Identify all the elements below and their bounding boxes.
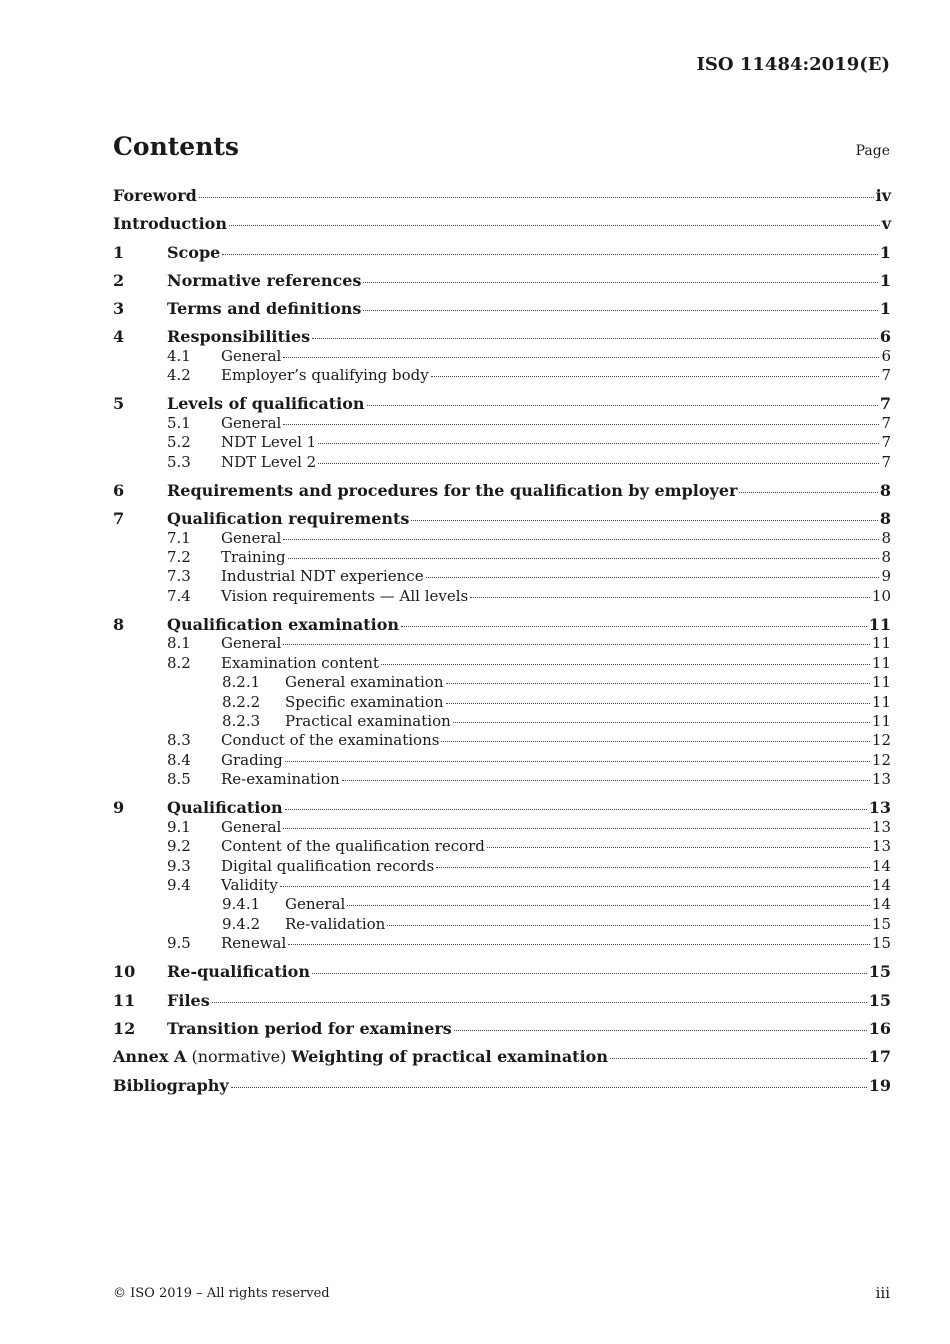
toc-entry-page: 8 xyxy=(881,547,891,566)
toc-entry[interactable] xyxy=(113,818,891,837)
toc-entry-page: 13 xyxy=(871,837,891,856)
toc-entry[interactable] xyxy=(113,366,891,385)
toc-entry-number: 8.2.2 xyxy=(222,692,261,711)
toc-entry-title: Qualification requirements xyxy=(167,509,410,529)
toc-entry-number: 2 xyxy=(113,270,125,290)
toc-entry-page: 17 xyxy=(868,1047,891,1067)
toc-entry-page: 6 xyxy=(881,346,891,365)
dot-leader xyxy=(312,337,878,339)
toc-entry-number: 7.2 xyxy=(167,547,191,566)
toc-entry[interactable] xyxy=(113,751,891,770)
toc-entry[interactable] xyxy=(113,876,891,895)
toc-entry-title: General xyxy=(285,895,346,914)
dot-leader xyxy=(446,702,870,704)
toc-entry[interactable] xyxy=(113,567,891,586)
toc-entry-page: 8 xyxy=(881,528,891,547)
toc-entry-title: Industrial NDT experience xyxy=(221,567,424,586)
document-id: ISO 11484:2019(E) xyxy=(696,54,890,75)
toc-entry-page: 14 xyxy=(871,895,891,914)
toc-entry-page: 7 xyxy=(881,366,891,385)
toc-entry-page: 11 xyxy=(871,712,891,730)
dot-leader xyxy=(229,224,880,226)
toc-entry-title: Bibliography xyxy=(113,1075,229,1095)
toc-entry-page: 12 xyxy=(871,750,891,769)
toc-entry-page: iv xyxy=(875,186,891,205)
toc-entry-number: 8.5 xyxy=(167,770,191,789)
dot-leader xyxy=(453,721,870,723)
toc-entry-title: General xyxy=(221,413,282,432)
toc-entry-title: General xyxy=(221,528,282,547)
toc-entry-page: 8 xyxy=(879,480,891,500)
toc-entry-title: Conduct of the examinations xyxy=(221,731,440,750)
toc-entry-title: Practical examination xyxy=(285,712,451,730)
dot-leader xyxy=(487,846,870,848)
toc-entry-title: Re-qualification xyxy=(167,962,310,982)
toc-entry-title: Vision requirements — All levels xyxy=(221,586,469,605)
toc-entry-number: 4.1 xyxy=(167,346,191,365)
toc-entry-title: Re-validation xyxy=(285,914,386,933)
toc-entry-title xyxy=(113,1047,608,1066)
toc-entry-title: General examination xyxy=(285,673,444,692)
toc-entry[interactable] xyxy=(113,327,891,346)
toc-entry-number: 8 xyxy=(113,615,125,635)
toc-entry-title: Levels of qualification xyxy=(167,394,365,414)
toc-entry[interactable] xyxy=(113,394,891,413)
dot-leader xyxy=(312,972,867,974)
toc-entry[interactable] xyxy=(113,509,891,528)
page-column-label: Page xyxy=(855,143,890,159)
toc-entry-page: 14 xyxy=(871,856,891,875)
toc-entry[interactable] xyxy=(113,798,891,817)
toc-entry-page: 11 xyxy=(871,653,891,672)
toc-entry[interactable] xyxy=(113,1019,891,1038)
toc-entry-title: General xyxy=(221,817,282,836)
toc-entry[interactable] xyxy=(113,895,891,914)
toc-entry-title: Re-examination xyxy=(221,770,340,789)
toc-entry-title: Files xyxy=(167,990,210,1010)
dot-leader xyxy=(426,576,880,578)
toc-entry-number: 5.2 xyxy=(167,433,191,452)
toc-entry-number: 7 xyxy=(113,509,125,529)
toc-entry[interactable] xyxy=(113,271,891,290)
toc-entry-number: 8.3 xyxy=(167,731,191,750)
toc-entry-page: 1 xyxy=(879,299,891,319)
toc-entry-number: 12 xyxy=(113,1019,136,1039)
toc-entry-number: 8.2.1 xyxy=(222,673,261,692)
toc-entry-title-part: Annex A xyxy=(113,1047,187,1067)
toc-entry[interactable] xyxy=(113,1047,891,1066)
toc-entry-number: 7.4 xyxy=(167,586,191,605)
toc-entry-page: 11 xyxy=(871,634,891,653)
dot-leader xyxy=(446,682,870,684)
toc-entry-page: 7 xyxy=(881,413,891,432)
toc-entry-page: 9 xyxy=(881,567,891,586)
toc-entry-page: 11 xyxy=(871,692,891,711)
toc-entry-page: 6 xyxy=(879,327,891,347)
toc-entry-number: 3 xyxy=(113,299,125,319)
dot-leader xyxy=(387,924,870,926)
toc-entry[interactable] xyxy=(113,214,891,233)
toc-entry[interactable] xyxy=(113,299,891,318)
toc-entry-page: 14 xyxy=(871,876,891,895)
dot-leader xyxy=(411,519,877,521)
toc-entry-page: 13 xyxy=(868,798,891,818)
toc-entry-title-part: (normative) xyxy=(186,1047,292,1067)
toc-entry-number: 5 xyxy=(113,394,125,414)
toc-entry-number: 8.2.3 xyxy=(222,712,261,730)
toc-entry-number: 5.3 xyxy=(167,452,191,471)
dot-leader xyxy=(318,462,879,464)
dot-leader xyxy=(436,866,870,868)
toc-entry-page: 15 xyxy=(868,962,891,982)
toc-entry[interactable] xyxy=(113,243,891,262)
toc-entry-title: Qualification examination xyxy=(167,615,400,635)
dot-leader xyxy=(342,779,870,781)
toc-entry-title: NDT Level 2 xyxy=(221,452,317,471)
toc-entry[interactable] xyxy=(113,481,891,500)
toc-entry-title: General xyxy=(221,634,282,653)
dot-leader xyxy=(288,943,870,945)
toc-entry-number: 4.2 xyxy=(167,366,191,385)
toc-entry-number: 7.1 xyxy=(167,528,191,547)
toc-entry-number: 5.1 xyxy=(167,413,191,432)
toc-entry[interactable] xyxy=(113,414,891,433)
dot-leader xyxy=(363,281,877,283)
toc-entry-page: 16 xyxy=(868,1019,891,1039)
dot-leader xyxy=(739,491,877,493)
table-of-contents xyxy=(113,186,891,1095)
toc-entry[interactable] xyxy=(113,347,891,366)
toc-entry-title: Validity xyxy=(221,876,278,895)
contents-heading: Contents xyxy=(113,132,240,161)
toc-entry[interactable] xyxy=(113,731,891,750)
toc-entry[interactable] xyxy=(113,453,891,472)
dot-leader xyxy=(283,423,879,425)
toc-entry-title: Requirements and procedures for the qualification by employer xyxy=(167,480,738,500)
toc-entry[interactable] xyxy=(113,857,891,876)
toc-entry-number: 9 xyxy=(113,798,125,818)
toc-entry-number: 1 xyxy=(113,242,125,262)
toc-entry-page: v xyxy=(881,214,891,234)
toc-entry-page: 7 xyxy=(879,394,891,414)
toc-entry[interactable] xyxy=(113,1076,891,1095)
toc-entry-number: 9.1 xyxy=(167,817,191,836)
toc-entry[interactable] xyxy=(113,962,891,981)
dot-leader xyxy=(431,375,880,377)
toc-entry[interactable] xyxy=(113,433,891,452)
toc-entry[interactable] xyxy=(113,634,891,653)
toc-entry-page: 11 xyxy=(871,673,891,692)
toc-entry-page: 11 xyxy=(868,615,891,635)
toc-entry-page: 19 xyxy=(868,1075,891,1095)
dot-leader xyxy=(280,885,870,887)
dot-leader xyxy=(288,557,880,559)
dot-leader xyxy=(222,253,878,255)
toc-entry[interactable] xyxy=(113,837,891,856)
toc-entry-number: 9.4.1 xyxy=(222,895,261,914)
toc-entry-title: Terms and definitions xyxy=(167,299,362,319)
toc-entry-title: Grading xyxy=(221,750,283,769)
dot-leader xyxy=(441,740,869,742)
toc-entry[interactable] xyxy=(113,770,891,789)
toc-entry-page: 7 xyxy=(881,452,891,471)
toc-entry[interactable] xyxy=(113,693,891,712)
dot-leader xyxy=(454,1029,867,1031)
toc-entry-number: 9.4 xyxy=(167,876,191,895)
toc-entry-title: Specific examination xyxy=(285,692,444,711)
toc-entry-title: Examination content xyxy=(221,653,379,672)
toc-entry-number: 9.2 xyxy=(167,837,191,856)
toc-entry-number: 9.3 xyxy=(167,856,191,875)
toc-entry[interactable] xyxy=(113,615,891,634)
dot-leader xyxy=(283,827,870,829)
toc-entry-title: Introduction xyxy=(113,214,227,234)
toc-entry-page: 12 xyxy=(871,731,891,750)
toc-entry-title: Employer’s qualifying body xyxy=(221,366,429,385)
toc-entry[interactable] xyxy=(113,712,891,731)
toc-entry[interactable] xyxy=(113,186,891,205)
toc-entry[interactable] xyxy=(113,654,891,673)
toc-entry-number: 9.5 xyxy=(167,934,191,953)
dot-leader xyxy=(283,538,879,540)
dot-leader xyxy=(231,1086,867,1088)
toc-entry[interactable] xyxy=(113,991,891,1010)
toc-entry-title: Content of the qualification record xyxy=(221,837,485,856)
dot-leader xyxy=(470,596,870,598)
dot-leader xyxy=(381,663,870,665)
dot-leader xyxy=(285,808,867,810)
toc-entry-page: 8 xyxy=(879,509,891,529)
toc-entry[interactable] xyxy=(113,548,891,567)
dot-leader xyxy=(347,904,870,906)
toc-entry-number: 4 xyxy=(113,327,125,347)
copyright-footer: © ISO 2019 – All rights reserved xyxy=(113,1286,330,1301)
toc-entry-title: General xyxy=(221,346,282,365)
toc-entry-title: Foreword xyxy=(113,186,197,205)
toc-entry-page: 1 xyxy=(879,270,891,290)
toc-entry-title: Scope xyxy=(167,242,221,262)
toc-entry-number: 8.2 xyxy=(167,653,191,672)
toc-entry-title: Renewal xyxy=(221,934,287,953)
toc-entry-number: 6 xyxy=(113,480,125,500)
page-number: iii xyxy=(875,1284,890,1302)
toc-entry-page: 7 xyxy=(881,433,891,452)
toc-entry-title-part: Weighting of practical examination xyxy=(291,1047,608,1067)
toc-entry-page: 10 xyxy=(871,586,891,605)
dot-leader xyxy=(285,760,870,762)
dot-leader xyxy=(212,1001,867,1003)
toc-entry[interactable] xyxy=(113,934,891,953)
toc-entry-page: 13 xyxy=(871,770,891,789)
toc-entry-page: 1 xyxy=(879,242,891,262)
toc-entry-number: 10 xyxy=(113,962,136,982)
toc-entry-title: Qualification xyxy=(167,798,283,818)
dot-leader xyxy=(367,404,878,406)
dot-leader xyxy=(363,309,877,311)
dot-leader xyxy=(283,356,879,358)
toc-entry[interactable] xyxy=(113,915,891,934)
toc-entry-title: NDT Level 1 xyxy=(221,433,317,452)
toc-entry-title: Responsibilities xyxy=(167,327,311,347)
toc-entry[interactable] xyxy=(113,673,891,692)
toc-entry-number: 11 xyxy=(113,990,136,1010)
toc-entry-page: 15 xyxy=(871,934,891,953)
toc-entry-title: Normative references xyxy=(167,270,362,290)
dot-leader xyxy=(401,625,867,627)
toc-entry-page: 15 xyxy=(871,914,891,933)
toc-entry[interactable] xyxy=(113,587,891,606)
toc-entry-title: Transition period for examiners xyxy=(167,1019,452,1039)
toc-entry-page: 13 xyxy=(871,817,891,836)
toc-entry-title: Training xyxy=(221,547,286,566)
dot-leader xyxy=(283,643,870,645)
toc-entry[interactable] xyxy=(113,529,891,548)
dot-leader xyxy=(199,196,874,198)
toc-entry-number: 8.1 xyxy=(167,634,191,653)
toc-entry-number: 7.3 xyxy=(167,567,191,586)
toc-entry-page: 15 xyxy=(868,990,891,1010)
dot-leader xyxy=(318,442,879,444)
toc-entry-title: Digital qualification records xyxy=(221,856,435,875)
toc-entry-number: 8.4 xyxy=(167,750,191,769)
dot-leader xyxy=(610,1057,867,1059)
toc-entry-number: 9.4.2 xyxy=(222,914,261,933)
